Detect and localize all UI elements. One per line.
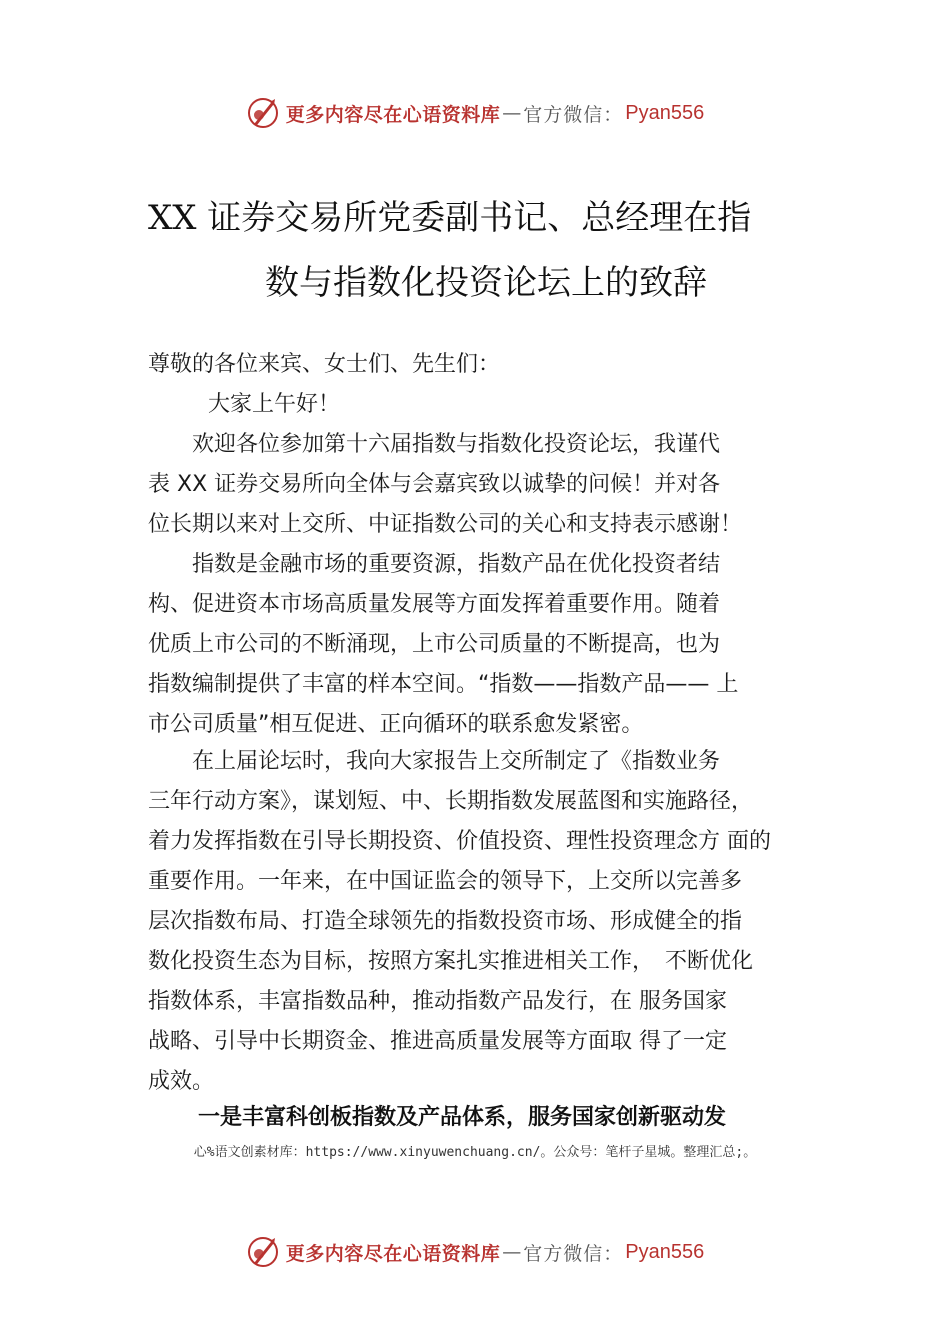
paragraph-3 [148, 742, 828, 1102]
paragraph-3-line: 在上届论坛时，我向大家报告上交所制定了《指数业务 [148, 749, 721, 774]
paragraph-3-line: 重要作用。一年来，在中国证监会的领导下，上交所以完善多 [148, 869, 743, 894]
paragraph-1-line: 位长期以来对上交所、中证指数公司的关心和支持表示感谢！ [148, 512, 743, 537]
paragraph-2-line: 指数编制提供了丰富的样本空间。“指数——指数产品—— 上 [148, 672, 739, 697]
paragraph-2-line: 市公司质量”相互促进、正向循环的联系愈发紧密。 [148, 712, 644, 737]
paragraph-2 [148, 545, 828, 745]
document-title-line-2: 数与指数化投资论坛上的致辞 [265, 263, 707, 303]
paragraph-2-line: 指数是金融市场的重要资源，指数产品在优化投资者结 [148, 552, 721, 577]
top-watermark-banner [0, 93, 950, 133]
paragraph-3-line: 三年行动方案》，谋划短、中、长期指数发展蓝图和实施路径， [148, 789, 754, 814]
paragraph-3-line: 指数体系，丰富指数品种，推动指数产品发行，在 服务国家 [148, 989, 727, 1014]
brush-pen-logo-icon [246, 96, 280, 130]
document-title-line-1: XX 证券交易所党委副书记、总经理在指 [148, 198, 752, 238]
paragraph-2-line: 优质上市公司的不断涌现，上市公司质量的不断提高，也为 [148, 632, 721, 657]
paragraph-1 [148, 425, 828, 545]
source-footer-note: 心%语文创素材库：https://www.xinyuwenchuang.cn/。公众号：笔杆子星城。整理汇总;。 [193, 1145, 757, 1160]
greeting: 尊敬的各位来宾、女士们、先生们： [148, 352, 501, 377]
paragraph-3-line: 层次指数布局、打造全球领先的指数投资市场、形成健全的指 [148, 909, 743, 934]
banner-text: 更多内容尽在心语资料库 [285, 103, 501, 126]
banner-wechat-label: 官方微信： [523, 1242, 624, 1265]
paragraph-3-line: 着力发挥指数在引导长期投资、价值投资、理性投资理念方 面的 [148, 829, 771, 854]
banner-text: 更多内容尽在心语资料库 [285, 1242, 501, 1265]
hello-line: 大家上午好！ [208, 392, 341, 417]
paragraph-2-line: 构、促进资本市场高质量发展等方面发挥着重要作用。随着 [148, 592, 721, 617]
banner-wechat-id: Pyan556 [625, 1240, 705, 1263]
banner-wechat-id: Pyan556 [625, 101, 705, 124]
paragraph-3-line: 战略、引导中长期资金、推进高质量发展等方面取 得了一定 [148, 1029, 727, 1054]
paragraph-1-line: 欢迎各位参加第十六届指数与指数化投资论坛，我谨代 [148, 432, 721, 457]
paragraph-1-line: 表 XX 证券交易所向全体与会嘉宾致以诚挚的问候！并对各 [148, 472, 721, 497]
paragraph-3-line: 成效。 [148, 1069, 215, 1094]
banner-separator: — [502, 102, 522, 124]
banner-wechat-label: 官方微信： [523, 103, 624, 126]
banner-separator: — [502, 1241, 522, 1263]
bottom-watermark-banner [0, 1232, 950, 1272]
section-heading-1: 一是丰富科创板指数及产品体系，服务国家创新驱动发 [198, 1105, 727, 1130]
paragraph-3-line: 数化投资生态为目标，按照方案扎实推进相关工作， 不断优化 [148, 949, 754, 974]
brush-pen-logo-icon [246, 1235, 280, 1269]
